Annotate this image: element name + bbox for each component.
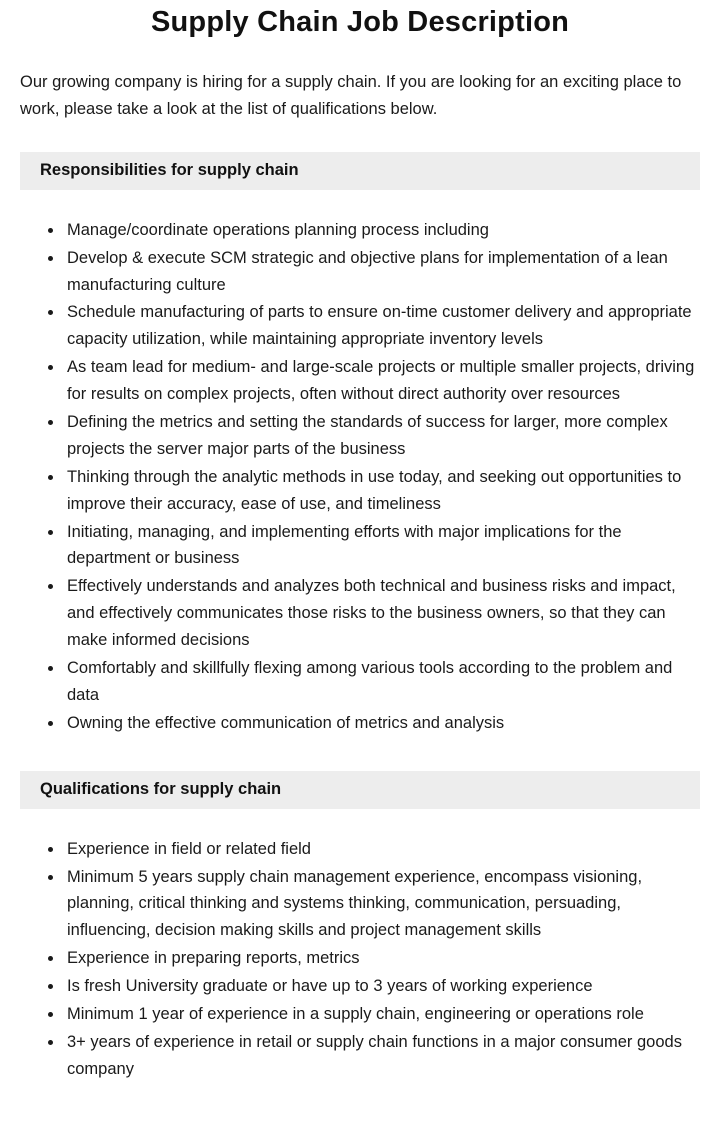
list-item: • Experience in field or related field [64,836,700,863]
section-header-qualifications [20,771,700,809]
section-header-responsibilities [20,152,700,190]
list-item: • Manage/coordinate operations planning process including [64,217,700,244]
section-header-label: Qualifications for supply chain [40,779,282,798]
list-item: • Thinking through the analytic methods in use today, and seeking out opportunities to improve their accuracy, ease of use, and timeliness [64,464,700,518]
list-item: • Experience in preparing reports, metrics [64,945,700,972]
responsibilities-list [20,217,700,737]
list-item: • Is fresh University graduate or have up to 3 years of working experience [64,973,700,1000]
list-item: • Owning the effective communication of metrics and analysis [64,710,700,737]
section-header-label: Responsibilities for supply chain [40,160,299,179]
list-item: • Develop & execute SCM strategic and objective plans for implementation of a lean manufacturing culture [64,245,700,299]
intro-paragraph: Our growing company is hiring for a supply chain. If you are looking for an exciting place to work, please take a look at the list of qualifications below. [20,73,682,119]
job-description-page [0,6,720,1083]
list-item: • Minimum 5 years supply chain management experience, encompass visioning, planning, critical thinking and systems thinking, communication, persuading, influencing, decision making skills and project management skills [64,864,700,945]
page-title: Supply Chain Job Description [150,6,570,38]
list-item: • Schedule manufacturing of parts to ensure on-time customer delivery and appropriate capacity utilization, while maintaining appropriate inventory levels [64,299,700,353]
list-item: • Minimum 1 year of experience in a supply chain, engineering or operations role [64,1001,700,1028]
list-item: • Effectively understands and analyzes both technical and business risks and impact, and effectively communicates those risks to the business owners, so that they can make informed decisions [64,573,700,654]
list-item: • As team lead for medium- and large-scale projects or multiple smaller projects, driving for results on complex projects, often without direct authority over resources [64,354,700,408]
list-item: • Defining the metrics and setting the standards of success for larger, more complex projects the server major parts of the business [64,409,700,463]
qualifications-list [20,836,700,1083]
list-item: • Initiating, managing, and implementing efforts with major implications for the department or business [64,519,700,573]
list-item: • 3+ years of experience in retail or supply chain functions in a major consumer goods company [64,1029,700,1083]
list-item: • Comfortably and skillfully flexing among various tools according to the problem and data [64,655,700,709]
